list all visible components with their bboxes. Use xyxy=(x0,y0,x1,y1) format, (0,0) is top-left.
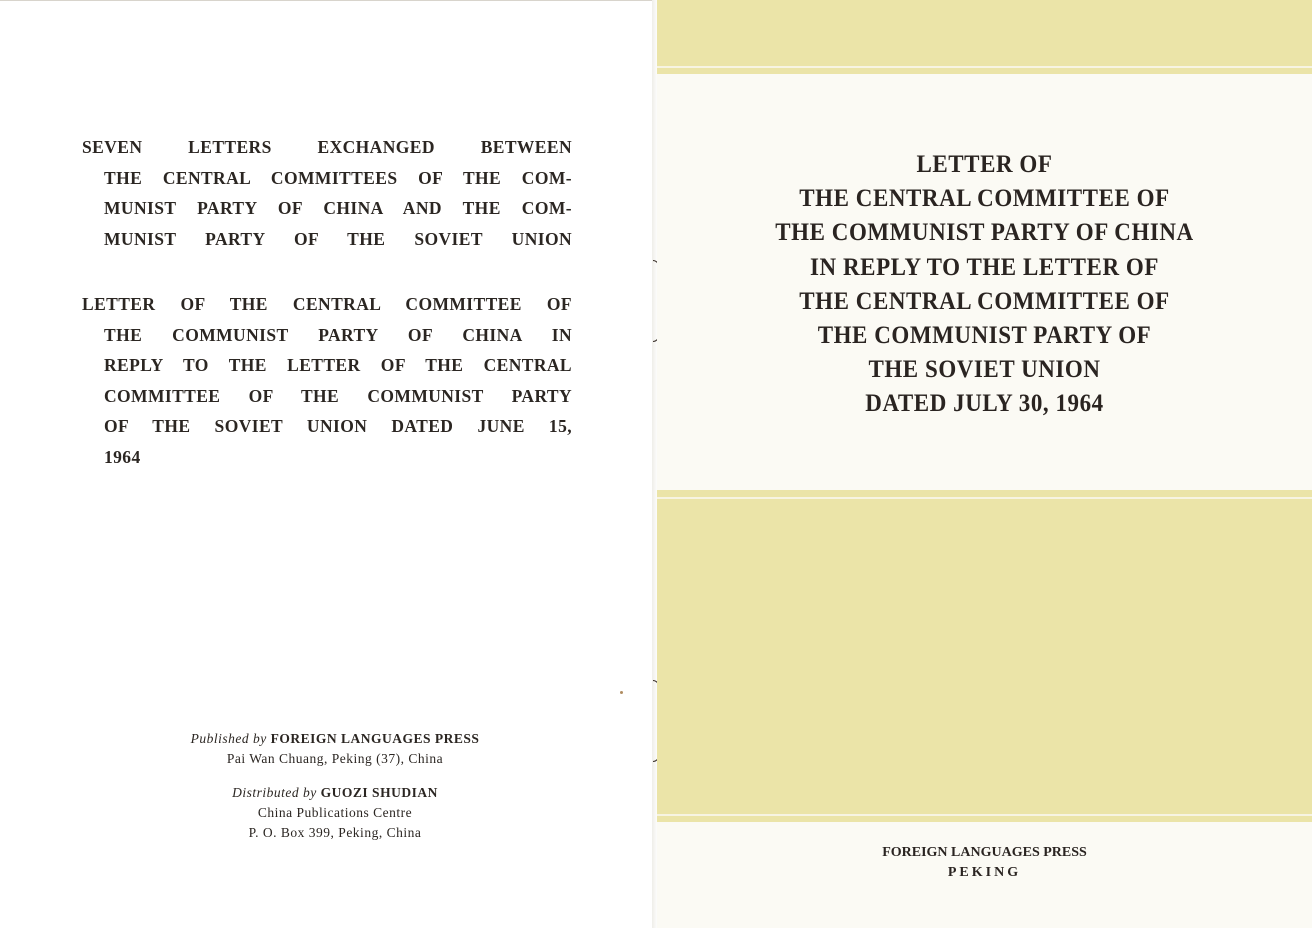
entry-1-line-4: MUNIST PARTY OF THE SOVIET UNION xyxy=(104,228,572,249)
cover-title-line-7: THE SOVIET UNION xyxy=(868,356,1101,384)
cover-title xyxy=(683,148,1286,422)
cover-title-line-6: THE COMMUNIST PARTY OF xyxy=(817,322,1152,350)
cover-rule-middle xyxy=(657,497,1312,499)
ink-speck xyxy=(620,691,623,694)
distributor-address: P. O. Box 399, Peking, China xyxy=(248,825,422,840)
related-titles-entry-1 xyxy=(82,132,572,254)
publisher-address: Pai Wan Chuang, Peking (37), China xyxy=(226,751,444,766)
entry-1-line-2: THE CENTRAL COMMITTEES OF THE COM- xyxy=(104,167,572,188)
entry-2-line-1: LETTER OF THE CENTRAL COMMITTEE OF xyxy=(82,294,572,314)
cover-title-line-1: LETTER OF xyxy=(916,151,1053,178)
cover-rule-top xyxy=(657,66,1312,68)
publisher-name: FOREIGN LANGUAGES PRESS xyxy=(270,731,480,746)
distributor-centre: China Publications Centre xyxy=(257,805,413,820)
cover-publisher xyxy=(657,843,1312,883)
cover-publisher-city: PEKING xyxy=(947,865,1022,880)
distributed-by-prefix: Distributed by xyxy=(232,785,317,800)
cover-title-line-5: THE CENTRAL COMMITTEE OF xyxy=(799,287,1170,315)
distributor-imprint xyxy=(120,783,550,843)
cover-title-line-8: DATED JULY 30, 1964 xyxy=(865,390,1104,418)
distributed-by-line xyxy=(120,783,550,803)
entry-1-line-3: MUNIST PARTY OF CHINA AND THE COM- xyxy=(104,198,572,218)
entry-2-line-5: OF THE SOVIET UNION DATED JUNE 15, xyxy=(104,416,572,436)
published-by-line xyxy=(120,729,550,749)
cover-title-line-4: IN REPLY TO THE LETTER OF xyxy=(810,253,1159,281)
entry-2-line-4: COMMITTEE OF THE COMMUNIST PARTY xyxy=(104,385,572,406)
entry-2-line-3: REPLY TO THE LETTER OF THE CENTRAL xyxy=(104,355,572,375)
cover-rule-bottom xyxy=(657,814,1312,816)
front-cover xyxy=(657,0,1312,928)
cover-title-line-3: THE COMMUNIST PARTY OF CHINA xyxy=(775,219,1194,247)
inside-cover-page xyxy=(0,0,654,928)
distributor-name: GUOZI SHUDIAN xyxy=(320,785,438,800)
entry-1-line-1: SEVEN LETTERS EXCHANGED BETWEEN xyxy=(82,137,572,157)
publisher-imprint xyxy=(120,729,550,769)
cover-publisher-name: FOREIGN LANGUAGES PRESS xyxy=(882,845,1087,860)
entry-2-line-6: 1964 xyxy=(104,446,141,467)
entry-2-line-2: THE COMMUNIST PARTY OF CHINA IN xyxy=(104,324,572,345)
cover-title-line-2: THE CENTRAL COMMITTEE OF xyxy=(799,185,1170,213)
related-titles-entry-2 xyxy=(82,289,572,472)
published-by-prefix: Published by xyxy=(190,731,267,746)
